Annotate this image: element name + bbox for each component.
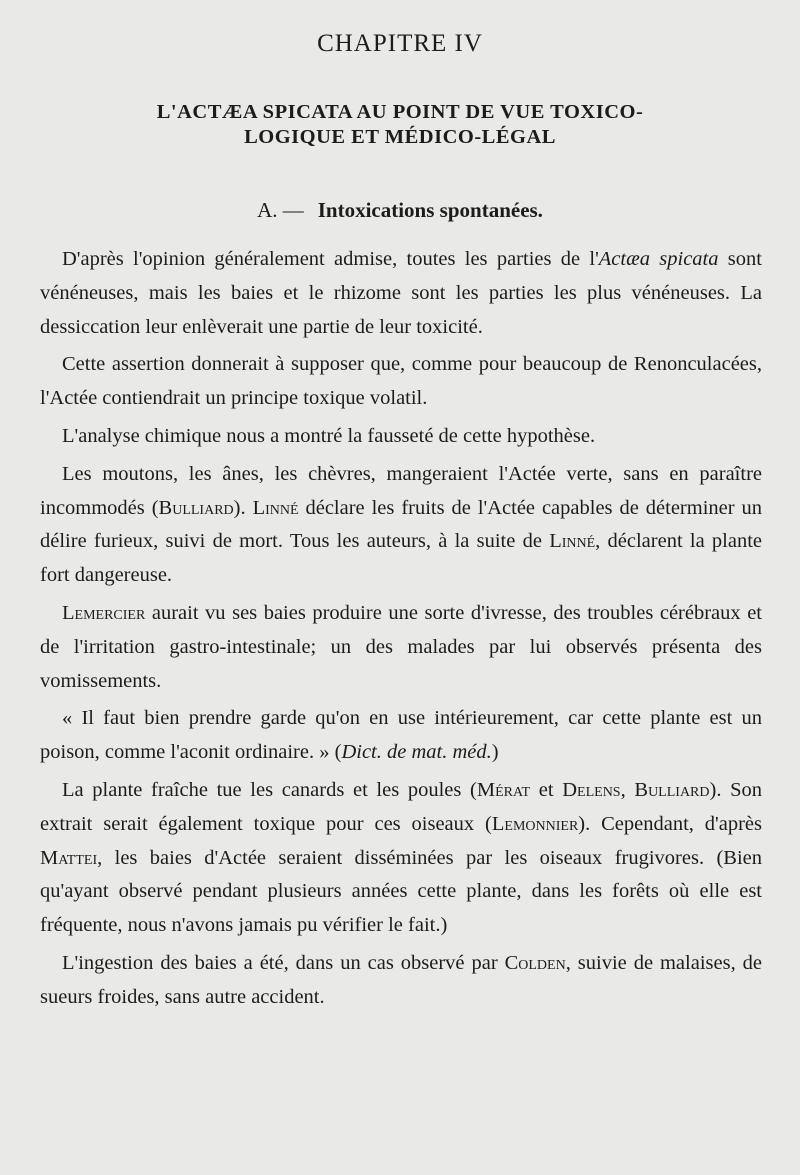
chapter-title-line-1: L'ACTÆA SPICATA AU POINT DE VUE TOXICO- xyxy=(156,101,644,123)
author-name: Bulliard xyxy=(158,496,234,519)
author-name: Mérat xyxy=(476,778,531,801)
paragraph-5 xyxy=(40,597,762,698)
text-run: et xyxy=(530,778,563,801)
text-run: déclare les fruits de l'Actée capables de déterminer un délire furieux, suivi de mort. Tous les auteurs, à la suite de xyxy=(40,496,763,553)
paragraph-6 xyxy=(40,702,762,770)
author-name: Mattei xyxy=(40,846,98,869)
author-name: Colden xyxy=(504,951,566,974)
text-run: , déclarent la plante fort dangereuse. xyxy=(40,530,762,587)
text-run: ). Cependant, d'après xyxy=(578,812,762,835)
author-name: Linné xyxy=(252,496,299,519)
author-name: Lemercier xyxy=(62,601,146,624)
author-name: Delens xyxy=(562,778,621,801)
text-run: , les baies d'Actée seraient disséminées par les oiseaux frugivores. (Bien qu'ayant observé pendant plusieurs années cette plante, dans les forêts où elle est fréquente, nous n'avons jamais pu vérifier le fait.) xyxy=(40,846,762,937)
paragraph-3: L'analyse chimique nous a montré la fausseté de cette hypothèse. xyxy=(62,424,596,447)
paragraph-2: Cette assertion donnerait à supposer que, comme pour beaucoup de Renonculacées, l'Actée contiendrait un principe toxique volatil. xyxy=(40,353,762,410)
paragraph-8 xyxy=(40,947,762,1015)
text-run: , suivie de malaises, de sueurs froides, sans autre accident. xyxy=(40,951,762,1008)
italic-species-name: Actæa spicata xyxy=(598,248,719,270)
text-run: « Il faut bien prendre garde qu'on en use intérieurement, car cette plante est un poison, comme l'aconit ordinaire. » ( xyxy=(40,707,762,764)
text-run: aurait vu ses baies produire une sorte d'ivresse, des troubles cérébraux et de l'irritation gastro-intestinale; un des malades par lui observés présenta des vomissements. xyxy=(40,601,762,692)
paragraph-7 xyxy=(40,774,762,943)
section-letter: A. — xyxy=(257,198,304,222)
author-name: Lemonnier xyxy=(491,812,579,835)
text-run: D'après l'opinion généralement admise, toutes les parties de l' xyxy=(62,248,599,270)
body-text xyxy=(40,243,762,1019)
author-name: Bulliard xyxy=(634,778,710,801)
text-run: ). Son extrait serait également toxique pour ces oiseaux ( xyxy=(40,778,763,835)
paragraph-1 xyxy=(40,243,762,344)
text-run: sont vénéneuses, mais les baies et le rhizome sont les parties les plus vénéneuses. La dessiccation leur enlèverait une partie de leur toxicité. xyxy=(40,248,762,338)
text-run: ). xyxy=(233,496,253,519)
text-run: ) xyxy=(491,741,499,764)
italic-citation: Dict. de mat. méd. xyxy=(341,741,492,764)
text-run: , xyxy=(620,778,635,801)
text-run: Les moutons, les ânes, les chèvres, mangeraient l'Actée verte, sans en paraître incommodés ( xyxy=(40,462,762,519)
text-run: L'ingestion des baies a été, dans un cas observé par xyxy=(62,951,505,974)
chapter-title xyxy=(40,100,760,150)
section-title: Intoxications spontanées. xyxy=(317,198,543,222)
chapter-title-line-2: LOGIQUE ET MÉDICO-LÉGAL xyxy=(244,126,556,148)
section-heading xyxy=(0,198,800,223)
author-name: Linné xyxy=(549,530,596,553)
paragraph-4 xyxy=(40,458,762,593)
chapter-heading: CHAPITRE IV xyxy=(317,30,483,57)
text-run: La plante fraîche tue les canards et les poules ( xyxy=(62,778,477,801)
